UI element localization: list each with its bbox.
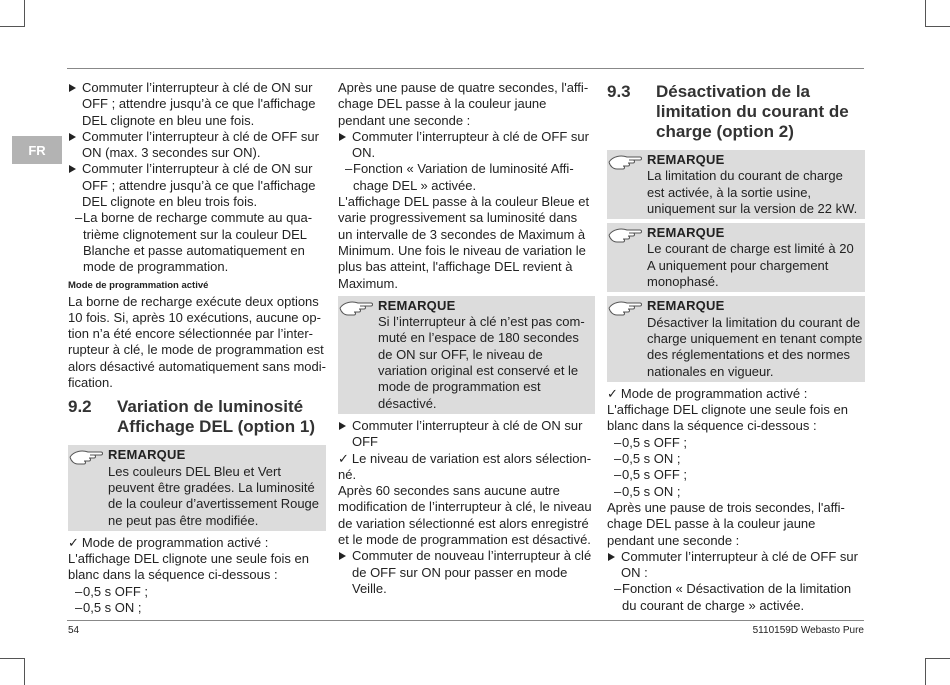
paragraph: Après une pause de quatre secondes, l'affichage DEL passe à la couleur jaune pendant une seconde : <box>338 80 589 128</box>
note-text: Le courant de charge est limité à 20 A uniquement pour chargement monophasé. <box>647 241 854 290</box>
language-tab-label: FR <box>28 142 46 158</box>
section-number: 9.3 <box>607 82 631 101</box>
pointing-hand-icon <box>338 298 378 412</box>
page-number: 54 <box>68 625 80 636</box>
pointing-hand-icon <box>68 447 108 528</box>
paragraph: L'affichage DEL clignote une seule fois en blanc dans la séquence ci-dessous : <box>607 402 848 434</box>
bullet-step: Commuter l’interrupteur à clé de OFF sur ON. <box>338 129 595 162</box>
section-heading-9-2 <box>68 397 326 437</box>
note-title: REMARQUE <box>647 152 725 167</box>
note-title: REMARQUE <box>647 298 725 314</box>
note-text: La limitation du courant de charge est activée, à la sortie usine, uniquement sur la version de 22 kW. <box>647 168 858 216</box>
bullet-step: Commuter l’interrupteur à clé de ON sur OFF ; attendre jusqu’à ce que l'affichage DEL clignote en bleu une fois. <box>68 80 326 129</box>
check-item-text: Le niveau de variation est alors sélectionné. <box>338 450 592 482</box>
note-box <box>68 445 326 530</box>
sequence-item: – 0,5 s ON ; <box>607 451 865 467</box>
note-text: Si l’interrupteur à clé n’est pas commuté en l’espace de 180 secondes de ON sur OFF, le niveau de variation original est conservé et le mode de programmation est désactivé. <box>378 314 585 411</box>
bullet-step: Commuter l’interrupteur à clé de OFF sur ON (max. 3 secondes sur ON). <box>68 129 326 162</box>
paragraph: L'affichage DEL passe à la couleur Bleue et varie progressivement sa luminosité dans un intervalle de 3 secondes de Maximum à Minimum. Une fois le niveau de variation le plus bas atteint, l'affichage DEL revient à Maximum. <box>338 194 590 291</box>
check-item-text: Mode de programmation activé : <box>620 385 808 401</box>
column-1 <box>68 80 326 616</box>
crop-mark-bottom-left <box>0 658 25 685</box>
result-item: – La borne de recharge commute au quatrième clignotement sur la couleur DEL Blanche et passe automatiquement en mode de programmation. <box>68 210 326 275</box>
note-box <box>607 223 865 292</box>
crop-mark-bottom-right <box>925 658 950 685</box>
crop-mark-top-right <box>925 0 950 27</box>
bullet-step: Commuter l’interrupteur à clé de OFF sur ON : <box>607 549 865 582</box>
header-rule <box>67 68 864 69</box>
section-title: Variation de luminosité Affichage DEL (option 1) <box>117 397 316 437</box>
column-2 <box>338 80 595 597</box>
check-item <box>338 451 595 484</box>
bullet-step: Commuter l’interrupteur à clé de ON sur OFF <box>338 418 595 451</box>
note-text: Les couleurs DEL Bleu et Vert peuvent être gradées. La luminosité de la couleur d’avertissement Rouge ne peut pas être modifiée. <box>108 463 320 528</box>
document-reference: 5110159D Webasto Pure <box>752 625 864 636</box>
note-box <box>607 150 865 219</box>
section-heading-9-3 <box>607 82 865 142</box>
section-title: Désactivation de la limitation du courant de charge (option 2) <box>656 82 849 141</box>
checkmark-icon: ✓ <box>607 385 618 401</box>
check-item <box>607 386 865 402</box>
bullet-step: Commuter de nouveau l’interrupteur à clé de OFF sur ON pour passer en mode Veille. <box>338 548 595 597</box>
check-item <box>68 535 326 551</box>
note-title: REMARQUE <box>108 447 186 463</box>
pointing-hand-icon <box>607 225 647 290</box>
result-item: – Fonction « Désactivation de la limitation du courant de charge » activée. <box>607 581 865 614</box>
crop-mark-top-left <box>0 0 25 27</box>
note-title: REMARQUE <box>378 297 456 313</box>
note-title: REMARQUE <box>647 225 725 241</box>
note-box <box>607 296 865 381</box>
paragraph: Après une pause de trois secondes, l'affichage DEL passe à la couleur jaune pendant une seconde : <box>607 499 845 548</box>
column-3 <box>607 80 865 614</box>
check-item-text: Mode de programmation activé : <box>81 534 269 550</box>
paragraph: La borne de recharge exécute deux options 10 fois. Si, après 10 exécutions, aucune option n’a été encore sélectionnée par l’interrupteur à clé, le mode de programmation est alors désactivé automatiquement sans modification. <box>68 293 326 391</box>
paragraph: Après 60 secondes sans aucune autre modification de l’interrupteur à clé, le niveau de variation sélectionné est alors enregistré et le mode de programmation est désactivé. <box>338 483 592 548</box>
section-number: 9.2 <box>68 397 92 417</box>
footer-rule <box>67 620 864 621</box>
sequence-item: – 0,5 s OFF ; <box>607 467 865 483</box>
sequence-item: – 0,5 s ON ; <box>68 600 326 616</box>
sequence-item: – 0,5 s OFF ; <box>607 435 865 451</box>
checkmark-icon: ✓ <box>68 534 79 550</box>
checkmark-icon: ✓ <box>338 450 349 466</box>
pointing-hand-icon <box>607 152 647 217</box>
pointing-hand-icon <box>607 298 647 379</box>
language-tab <box>12 136 62 164</box>
subheading: Mode de programmation activé <box>68 279 209 291</box>
sequence-item: – 0,5 s ON ; <box>607 484 865 500</box>
note-box <box>338 296 595 414</box>
result-item: – Fonction « Variation de luminosité Affichage DEL » activée. <box>338 161 595 194</box>
paragraph: L'affichage DEL clignote une seule fois en blanc dans la séquence ci-dessous : <box>68 551 309 583</box>
sequence-item: – 0,5 s OFF ; <box>68 584 326 600</box>
bullet-step: Commuter l’interrupteur à clé de ON sur OFF ; attendre jusqu’à ce que l'affichage DEL clignote en bleu trois fois. <box>68 161 326 210</box>
note-text: Désactiver la limitation du courant de charge uniquement en tenant compte des réglementations et des normes nationales en vigueur. <box>647 314 863 379</box>
